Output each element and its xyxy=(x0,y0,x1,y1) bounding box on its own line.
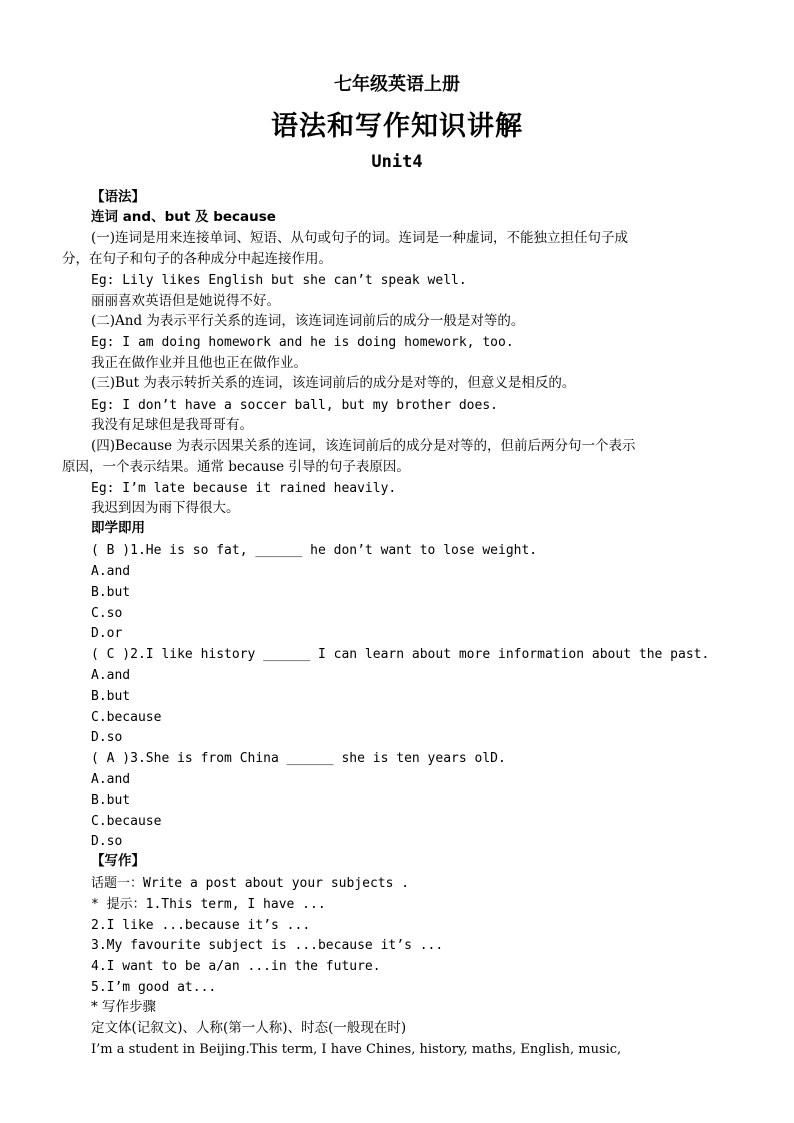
translation-1: 丽丽喜欢英语但是她说得不好。 xyxy=(91,293,280,309)
example-1: Eg: Lily likes English but she can’t speak well. xyxy=(91,273,467,288)
paragraph-3: (三)But 为表示转折关系的连词，该连词前后的成分是对等的，但意义是相反的。 xyxy=(91,375,576,391)
paragraph-4-line-1: (四)Because 为表示因果关系的连词，该连词前后的成分是对等的，但前后两分句一个表示 xyxy=(91,438,636,454)
grammar-section-heading: 【语法】 xyxy=(91,189,145,205)
translation-4: 我迟到因为雨下得很大。 xyxy=(91,500,240,516)
question-1-option-a: A.and xyxy=(91,564,131,579)
writing-hint-5: 5.I’m good at... xyxy=(91,980,217,995)
example-3: Eg: I don’t have a soccer ball, but my brother does. xyxy=(91,398,498,413)
question-3: ( A )3.She is from China ______ she is ten years olD. xyxy=(91,751,506,766)
question-1: ( B )1.He is so fat, ______ he don’t want to lose weight. xyxy=(91,543,538,558)
question-2: ( C )2.I like history ______ I can learn about more information about the past. xyxy=(91,647,710,662)
example-4: Eg: I’m late because it rained heavily. xyxy=(91,481,397,496)
practice-heading: 即学即用 xyxy=(91,520,145,536)
paragraph-2: (二)And 为表示平行关系的连词，该连词连词前后的成分一般是对等的。 xyxy=(91,313,525,329)
question-3-option-b: B.but xyxy=(91,793,131,808)
question-3-option-c: C.because xyxy=(91,814,162,829)
question-1-option-c: C.so xyxy=(91,606,123,621)
question-2-option-b: B.but xyxy=(91,689,131,704)
question-3-option-a: A.and xyxy=(91,772,131,787)
writing-section-heading: 【写作】 xyxy=(91,853,145,869)
grammar-topic: 连词 and、but 及 because xyxy=(91,209,276,225)
writing-hint-1: * 提示：1.This term, I have ... xyxy=(91,897,326,912)
unit-heading: Unit4 xyxy=(371,152,423,172)
translation-2: 我正在做作业并且他也正在做作业。 xyxy=(91,355,307,371)
question-1-option-b: B.but xyxy=(91,585,131,600)
translation-3: 我没有足球但是我哥哥有。 xyxy=(91,417,253,433)
paragraph-1-line-1: (一)连词是用来连接单词、短语、从句或句子的词。连词是一种虚词，不能独立担任句子成 xyxy=(91,230,629,246)
question-2-option-d: D.so xyxy=(91,730,123,745)
sample-essay-line: I’m a student in Beijing.This term, I have Chines, history, maths, English, music, xyxy=(91,1042,622,1057)
page-title: 语法和写作知识讲解 xyxy=(271,111,523,142)
paragraph-4-line-2: 原因，一个表示结果。通常 because 引导的句子表原因。 xyxy=(62,459,410,475)
question-2-option-c: C.because xyxy=(91,710,162,725)
writing-style-note: 定文体(记叙文)、人称(第一人称)、时态(一般现在时) xyxy=(91,1020,407,1036)
question-2-option-a: A.and xyxy=(91,668,131,683)
writing-hint-3: 3.My favourite subject is ...because it’s ... xyxy=(91,938,444,953)
writing-hint-2: 2.I like ...because it’s ... xyxy=(91,918,311,933)
writing-hint-4: 4.I want to be a/an ...in the future. xyxy=(91,959,381,974)
writing-steps: * 写作步骤 xyxy=(91,999,157,1015)
question-1-option-d: D.or xyxy=(91,626,123,641)
grade-heading: 七年级英语上册 xyxy=(334,74,460,95)
paragraph-1-line-2: 分，在句子和句子的各种成分中起连接作用。 xyxy=(62,251,332,267)
example-2: Eg: I am doing homework and he is doing homework, too. xyxy=(91,335,514,350)
question-3-option-d: D.so xyxy=(91,834,123,849)
writing-topic: 话题一：Write a post about your subjects . xyxy=(91,876,410,891)
